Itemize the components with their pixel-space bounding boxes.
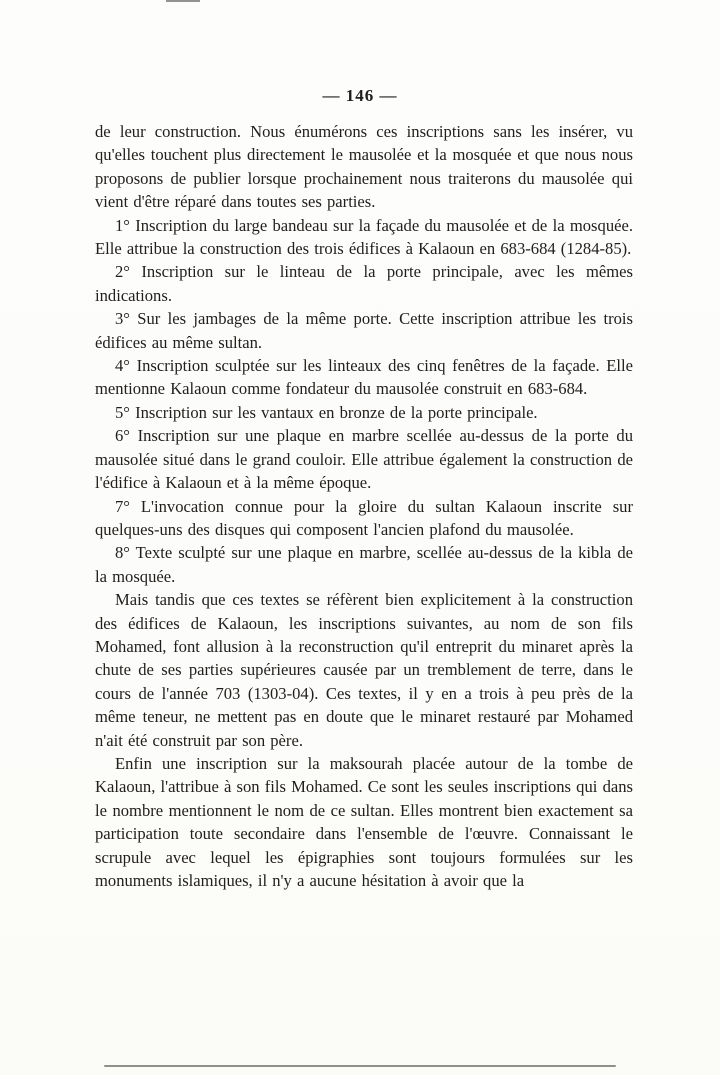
paragraph-item-3: 3° Sur les jambages de la même porte. Cette inscription attribue les trois édifices au même sultan. — [95, 309, 633, 352]
paragraph-item-4: 4° Inscription sculptée sur les linteaux des cinq fenêtres de la façade. Elle mentionne Kalaoun comme fondateur du mausolée construit en 683-684. — [95, 356, 633, 399]
paragraph: de leur construction. Nous énumérons ces inscriptions sans les insérer, vu qu'elles touchent plus directement le mausolée et la mosquée et que nous nous proposons de publier lorsque prochainement nous traiterons du mausolée qui vient d'être réparé dans toutes ses parties. — [95, 122, 633, 212]
page-number: — 146 — — [322, 86, 398, 105]
paragraph-item-8: 8° Texte sculpté sur une plaque en marbre, scellée au-dessus de la kibla de la mosquée. — [95, 543, 633, 586]
scan-artifact-top — [166, 0, 200, 2]
paragraph: Mais tandis que ces textes se réfèrent bien explicitement à la construction des édifices de Kalaoun, les inscriptions suivantes, au nom de son fils Mohamed, font allusion à la reconstruction qu'il entreprit du minaret après la chute de ses parties supérieures causée par un tremblement de terre, dans le cours de l'année 703 (1303-04). Ces textes, il y en a trois à peu près de la même teneur, ne mettent pas en doute que le minaret restauré par Mohamed n'ait été construit par son père. — [95, 590, 633, 750]
paragraph-item-5: 5° Inscription sur les vantaux en bronze de la porte principale. — [115, 402, 538, 422]
scan-artifact-bottom — [104, 1065, 616, 1067]
page-body — [95, 120, 633, 892]
paragraph: Enfin une inscription sur la maksourah placée autour de la tombe de Kalaoun, l'attribue à son fils Mohamed. Ce sont les seules inscriptions qui dans le nombre mentionnent le nom de ce sultan. Elles montrent bien exactement sa participation toute secondaire dans l'ensemble de l'œuvre. Connaissant le scrupule avec lequel les épigraphies sont toujours formulées sur les monuments islamiques, il n'y a aucune hésitation à avoir que la — [95, 753, 633, 890]
paragraph-item-1: 1° Inscription du large bandeau sur la façade du mausolée et de la mosquée. Elle attribue la construction des trois édifices à Kalaoun en 683-684 (1284-85). — [95, 215, 633, 259]
paragraph-item-2: 2° Inscription sur le linteau de la porte principale, avec les mêmes indications. — [95, 262, 633, 305]
paragraph-item-6: 6° Inscription sur une plaque en marbre scellée au-dessus de la porte du mausolée situé dans le grand couloir. Elle attribue également la construction de l'édifice à Kalaoun et à la même époque. — [95, 426, 633, 493]
paragraph-item-7: 7° L'invocation connue pour la gloire du sultan Kalaoun inscrite sur quelques-uns des disques qui composent l'ancien plafond du mausolée. — [95, 496, 633, 539]
